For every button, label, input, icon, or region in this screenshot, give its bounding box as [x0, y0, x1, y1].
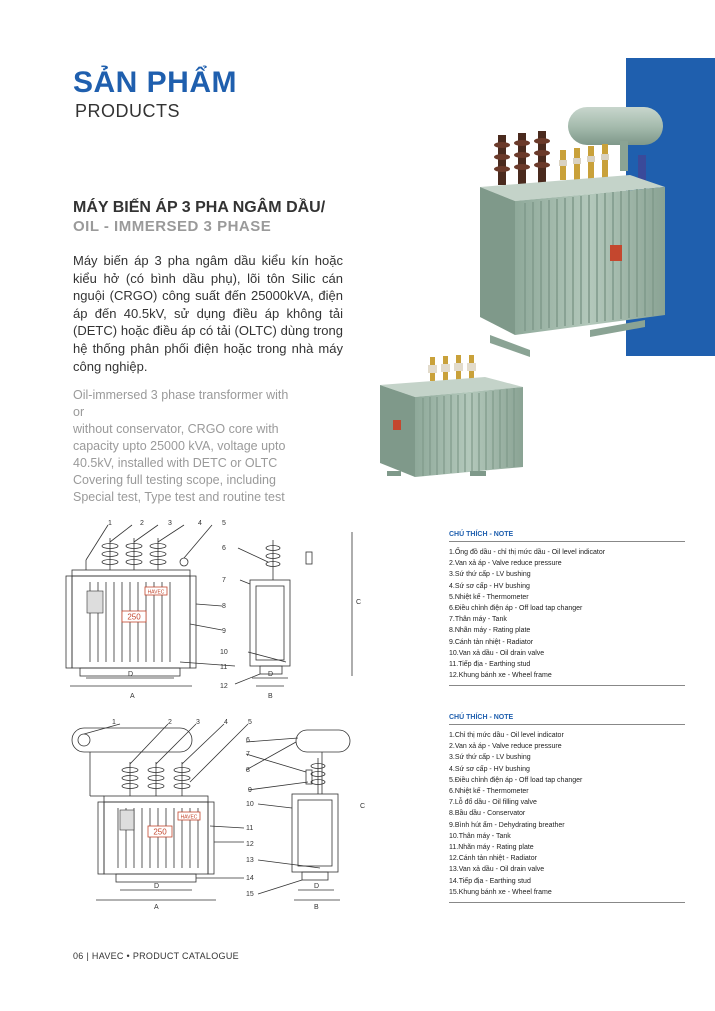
- callout-13: 13: [246, 857, 254, 864]
- legend-item: 4.Sứ sơ cấp - HV bushing: [449, 765, 530, 773]
- legend-item: 2.Van xả áp - Valve reduce pressure: [449, 560, 562, 568]
- dimension-b: B: [268, 693, 273, 700]
- technical-drawing-conservator: [60, 712, 370, 912]
- callout-7: 7: [246, 751, 250, 758]
- legend-item: 5.Điều chỉnh điện áp - Off load tap changer: [449, 776, 583, 784]
- callout-14: 14: [246, 875, 254, 882]
- rating-plate-value: 250: [127, 612, 141, 622]
- footer-brand: HAVEC: [91, 951, 124, 961]
- legend-item: 3.Sứ thứ cấp - LV bushing: [449, 754, 531, 762]
- dimension-a: A: [130, 693, 135, 700]
- callout-10: 10: [246, 801, 254, 808]
- legend-item: 10.Thân máy - Tank: [449, 832, 511, 840]
- legend-item: 11.Nhãn máy - Rating plate: [449, 844, 534, 852]
- callout-1: 1: [112, 719, 116, 726]
- callout-6: 6: [222, 545, 226, 552]
- callout-8: 8: [222, 603, 226, 610]
- callout-12: 12: [220, 683, 228, 690]
- callout-4: 4: [224, 719, 228, 726]
- callout-9: 9: [248, 787, 252, 794]
- legend-item: 11.Tiếp địa - Earthing stud: [449, 661, 531, 669]
- havec-badge: HAVEC: [180, 814, 198, 821]
- legend-sealed: [449, 531, 685, 686]
- legend-conservator: [449, 714, 685, 903]
- callout-12: 12: [246, 841, 254, 848]
- callout-10: 10: [220, 649, 228, 656]
- footer-separator: |: [86, 951, 90, 961]
- callout-2: 2: [168, 719, 172, 726]
- callout-7: 7: [222, 577, 226, 584]
- description-en-line: 40.5kV, installed with DETC or OLTC: [73, 456, 278, 470]
- legend-heading: CHÚ THÍCH - NOTE: [449, 531, 685, 542]
- legend-heading: CHÚ THÍCH - NOTE: [449, 714, 685, 725]
- description-en-line: Covering full testing scope, including: [73, 473, 276, 487]
- legend-item: 4.Sứ sơ cấp - HV bushing: [449, 582, 530, 590]
- legend-item: 7.Thân máy - Tank: [449, 616, 507, 624]
- dimension-d-side: D: [314, 883, 320, 890]
- callout-15: 15: [246, 891, 254, 898]
- legend-item: 8.Nhãn máy - Rating plate: [449, 627, 531, 635]
- legend-item: 14.Tiếp địa - Earthing stud: [449, 877, 531, 885]
- legend-item: 1.Chỉ thị mức dầu - Oil level indicator: [449, 732, 564, 739]
- description-en-line: or: [73, 405, 85, 419]
- description-en-line: capacity upto 25000 kVA, voltage upto: [73, 439, 286, 453]
- technical-drawing-sealed: [60, 512, 370, 707]
- product-name-vn: MÁY BIẾN ÁP 3 PHA NGÂM DẦU/: [73, 199, 326, 216]
- transformer-with-conservator-photo: [470, 105, 670, 360]
- product-description-vn: Máy biến áp 3 pha ngâm dầu kiểu kín hoặc kiểu hở (có bình dầu phụ), lõi tôn Silic cán nguội (CRGO) công suất đến 25000kVA, điện áp đến 40.5kV, sử dụng điều áp không tải (DETC) hoặc điều áp có tải (OLTC) dùng trong hệ thống phân phối điện hoặc trong nhà máy công nghiệp.: [73, 253, 343, 374]
- legend-item: 7.Lỗ đổ dầu - Oil filling valve: [449, 799, 537, 807]
- legend-item: 2.Van xả áp - Valve reduce pressure: [449, 743, 562, 751]
- callout-3: 3: [168, 520, 172, 527]
- dimension-b: B: [314, 904, 319, 911]
- footer-catalogue: PRODUCT CATALOGUE: [132, 951, 239, 961]
- page-footer: [73, 951, 239, 961]
- description-en-line: without conservator, CRGO core with: [73, 422, 279, 436]
- description-en-line: Special test, Type test and routine test: [73, 490, 285, 504]
- callout-5: 5: [248, 719, 252, 726]
- havec-badge: HAVEC: [147, 589, 165, 596]
- dimension-a: A: [154, 904, 159, 911]
- dimension-c: C: [360, 803, 366, 810]
- legend-item: 5.Nhiệt kế - Thermometer: [449, 593, 529, 601]
- legend-item: 1.Ống đồ dầu - chỉ thị mức dầu - Oil level indicator: [449, 549, 606, 556]
- legend-divider: [449, 685, 685, 686]
- legend-item: 9.Cánh tản nhiệt - Radiator: [449, 638, 534, 646]
- section-title-en: PRODUCTS: [75, 101, 181, 121]
- legend-item: 6.Nhiệt kế - Thermometer: [449, 788, 529, 796]
- callout-5: 5: [222, 520, 226, 527]
- callout-8: 8: [246, 767, 250, 774]
- callout-2: 2: [140, 520, 144, 527]
- legend-item: 12.Khung bánh xe - Wheel frame: [449, 672, 552, 680]
- callout-3: 3: [196, 719, 200, 726]
- page-number: 06: [73, 951, 84, 961]
- legend-item: 3.Sứ thứ cấp - LV bushing: [449, 571, 531, 579]
- legend-item: 9.Bình hút ẩm - Dehydrating breather: [449, 821, 565, 829]
- legend-item: 12.Cánh tản nhiệt - Radiator: [449, 855, 537, 863]
- dimension-d-side: D: [268, 671, 274, 678]
- legend-item: 6.Điều chỉnh điện áp - Off load tap changer: [449, 605, 583, 613]
- legend-item: 15.Khung bánh xe - Wheel frame: [449, 888, 552, 896]
- sealed-transformer-photo: [375, 355, 525, 485]
- legend-item: 10.Van xả dầu - Oil drain valve: [449, 649, 545, 657]
- dimension-c: C: [356, 599, 362, 606]
- product-description-en: [73, 387, 343, 506]
- rating-plate-value: 250: [153, 827, 167, 837]
- dimension-d-front: D: [128, 671, 134, 678]
- callout-9: 9: [222, 628, 226, 635]
- callout-4: 4: [198, 520, 202, 527]
- callout-6: 6: [246, 737, 250, 744]
- description-en-line: Oil-immersed 3 phase transformer with: [73, 388, 289, 402]
- dimension-d-front: D: [154, 883, 160, 890]
- callout-1: 1: [108, 520, 112, 527]
- section-title-vn: SẢN PHẨM: [73, 66, 238, 99]
- legend-item: 13.Van xả dầu - Oil drain valve: [449, 866, 545, 874]
- legend-divider: [449, 902, 685, 903]
- legend-item: 8.Bầu dầu - Conservator: [449, 810, 526, 818]
- callout-11: 11: [220, 664, 228, 671]
- callout-11: 11: [246, 825, 254, 832]
- footer-bullet: •: [126, 951, 130, 961]
- product-name-en: OIL - IMMERSED 3 PHASE: [73, 218, 272, 235]
